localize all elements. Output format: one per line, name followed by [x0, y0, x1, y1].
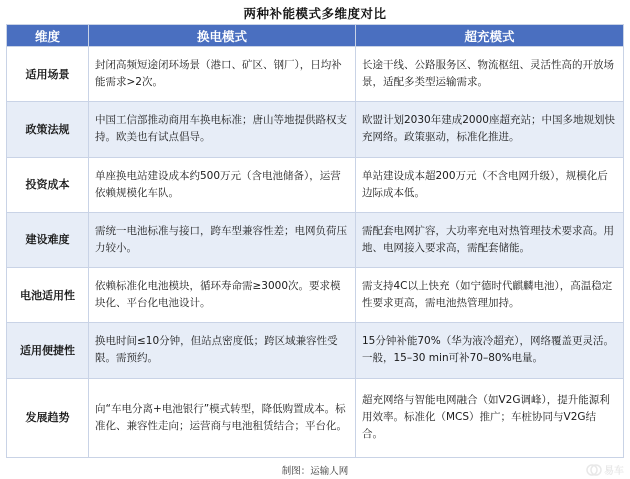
- table-row: [7, 378, 624, 457]
- row-swap-cell: 换电时间≤10分钟，但站点密度低；跨区域兼容性受限。需预约。: [89, 323, 356, 378]
- row-dimension: 建设难度: [7, 212, 89, 267]
- table-row: [7, 102, 624, 157]
- row-supercharge-cell: 单站建设成本超200万元（不含电网升级），规模化后边际成本低。: [356, 157, 624, 212]
- row-dimension: 适用便捷性: [7, 323, 89, 378]
- row-swap-cell: 需统一电池标准与接口，跨车型兼容性差；电网负荷压力较小。: [89, 212, 356, 267]
- table-row: [7, 157, 624, 212]
- row-swap-cell: 封闭高频短途闭环场景（港口、矿区、钢厂），日均补能需求>2次。: [89, 47, 356, 102]
- row-dimension: 发展趋势: [7, 378, 89, 457]
- table-row: [7, 268, 624, 323]
- row-supercharge-cell: 需配套电网扩容，大功率充电对热管理技术要求高。用地、电网接入要求高，需配套储能。: [356, 212, 624, 267]
- row-dimension: 电池适用性: [7, 268, 89, 323]
- row-swap-cell: 单座换电站建设成本约500万元（含电池储备），运营依赖规模化车队。: [89, 157, 356, 212]
- chart-credit: 制图：运输人网: [281, 466, 349, 477]
- yiche-logo-icon: [586, 464, 602, 476]
- page-title: 两种补能模式多维度对比: [243, 6, 387, 21]
- row-supercharge-cell: 超充网络与智能电网融合（如V2G调峰），提升能源利用效率。标准化（MCS）推广；车桩协同与V2G结合。: [356, 378, 624, 457]
- row-swap-cell: 向“车电分离+电池银行”模式转型，降低购置成本。标准化、兼容性走向；运营商与电池租赁结合；平台化。: [89, 378, 356, 457]
- row-swap-cell: 依赖标准化电池模块，循环寿命需≥3000次。要求模块化、平台化电池设计。: [89, 268, 356, 323]
- header-swap-mode: 换电模式: [89, 25, 356, 47]
- table-row: [7, 323, 624, 378]
- header-supercharge-mode: 超充模式: [356, 25, 624, 47]
- row-supercharge-cell: 长途干线、公路服务区、物流枢纽、灵活性高的开放场景，适配多类型运输需求。: [356, 47, 624, 102]
- row-dimension: 适用场景: [7, 47, 89, 102]
- row-supercharge-cell: 需支持4C以上快充（如宁德时代麒麟电池），高温稳定性要求更高，需电池热管理加持。: [356, 268, 624, 323]
- row-supercharge-cell: 15分钟补能70%（华为液冷超充），网络覆盖更灵活。一般，15–30 min可补70–80%电量。: [356, 323, 624, 378]
- table-row: [7, 212, 624, 267]
- header-dimension: 维度: [7, 25, 89, 47]
- row-swap-cell: 中国工信部推动商用车换电标准；唐山等地提供路权支持。欧美也有试点倡导。: [89, 102, 356, 157]
- comparison-table: [6, 24, 624, 458]
- table-header-row: [7, 25, 624, 47]
- watermark-logo: [586, 462, 624, 477]
- watermark-text: 易车: [604, 466, 624, 477]
- table-row: [7, 47, 624, 102]
- row-supercharge-cell: 欧盟计划2030年建成2000座超充站；中国多地规划快充网络。政策驱动，标准化推进。: [356, 102, 624, 157]
- row-dimension: 政策法规: [7, 102, 89, 157]
- row-dimension: 投资成本: [7, 157, 89, 212]
